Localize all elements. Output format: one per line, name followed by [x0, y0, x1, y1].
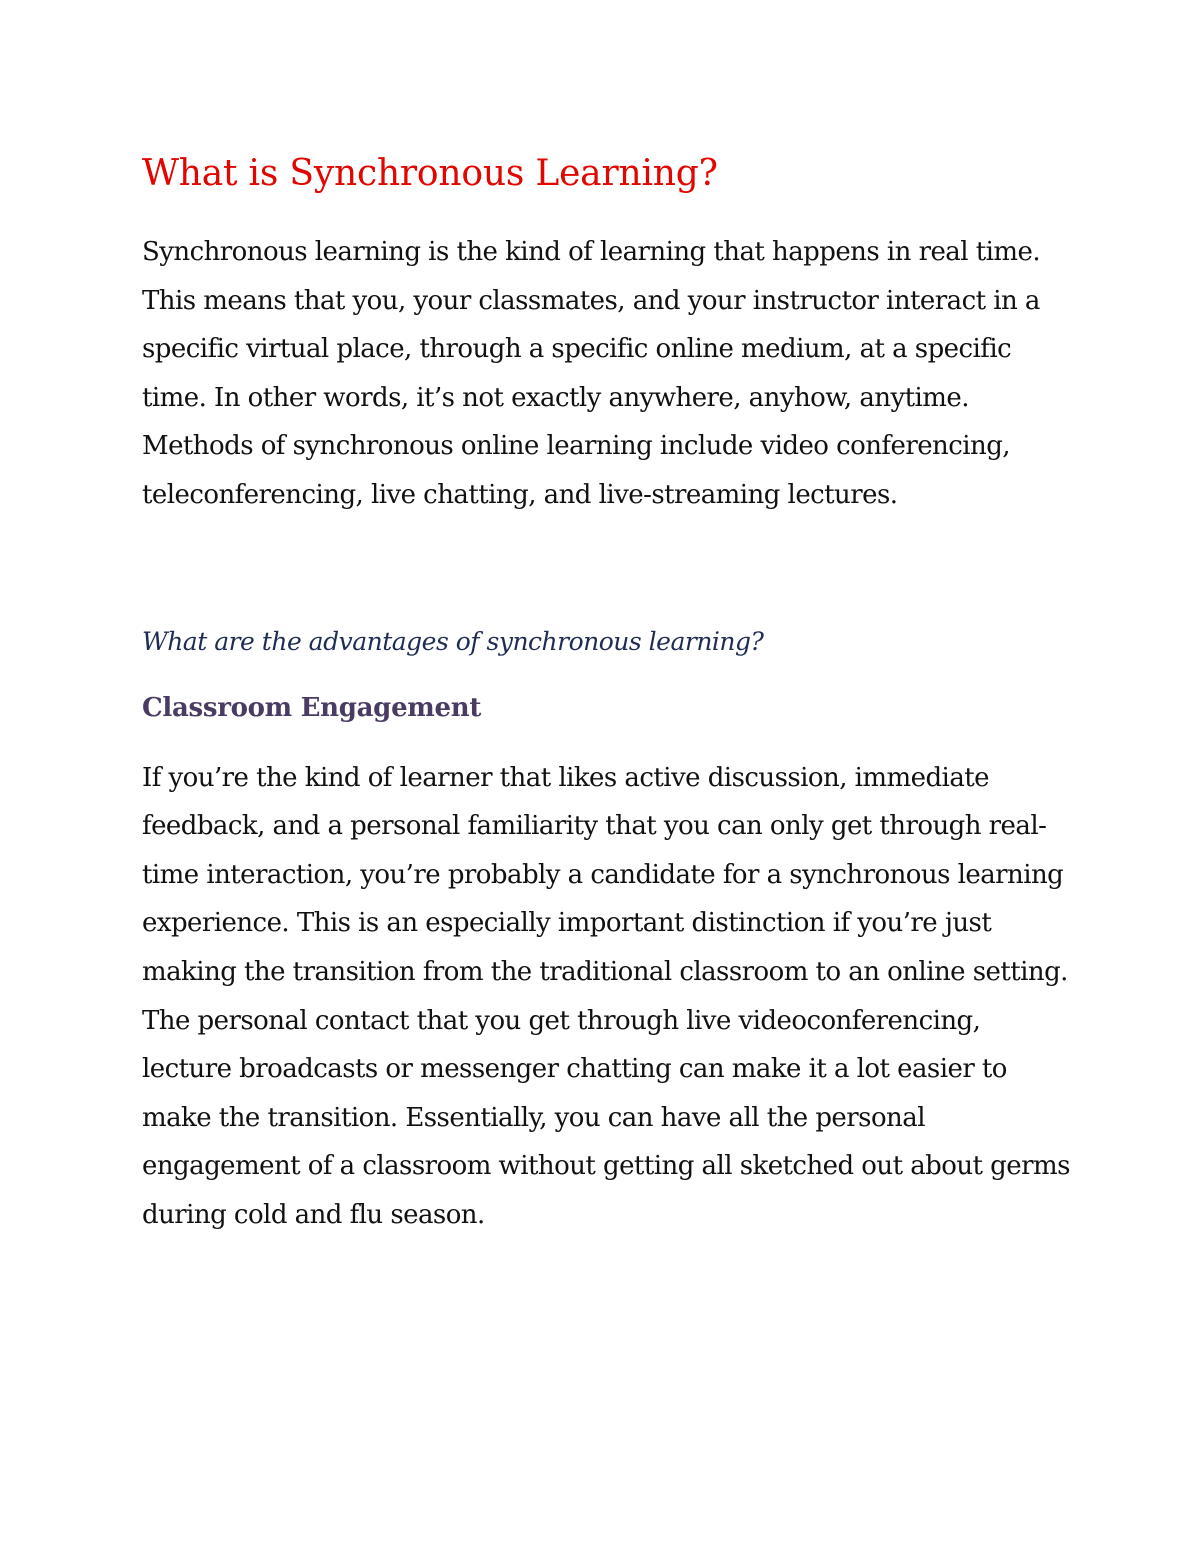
advantages-subheading: What are the advantages of synchronous learning?	[142, 626, 764, 656]
page-title: What is Synchronous Learning?	[142, 153, 718, 194]
classroom-engagement-paragraph: If you’re the kind of learner that likes active discussion, immediate feedback, and a personal familiarity that you can only get through real-time interaction, you’re probably a candidate for a synchronous learning experience. This is an especially important distinction if you’re just making the transition from the traditional classroom to an online setting. The personal contact that you get through live videoconferencing, lecture broadcasts or messenger chatting can make it a lot easier to make the transition. Essentially, you can have all the personal engagement of a classroom without getting all sketched out about germs during cold and flu season.	[142, 762, 1070, 1230]
section-heading-classroom-engagement: Classroom Engagement	[142, 692, 482, 723]
intro-paragraph: Synchronous learning is the kind of learning that happens in real time. This means that you, your classmates, and your instructor interact in a specific virtual place, through a specific online medium, at a specific time. In other words, it’s not exactly anywhere, anyhow, anytime. Methods of synchronous online learning include video conferencing, teleconferencing, live chatting, and live-streaming lectures.	[142, 237, 1041, 510]
document-content	[142, 148, 1072, 1240]
